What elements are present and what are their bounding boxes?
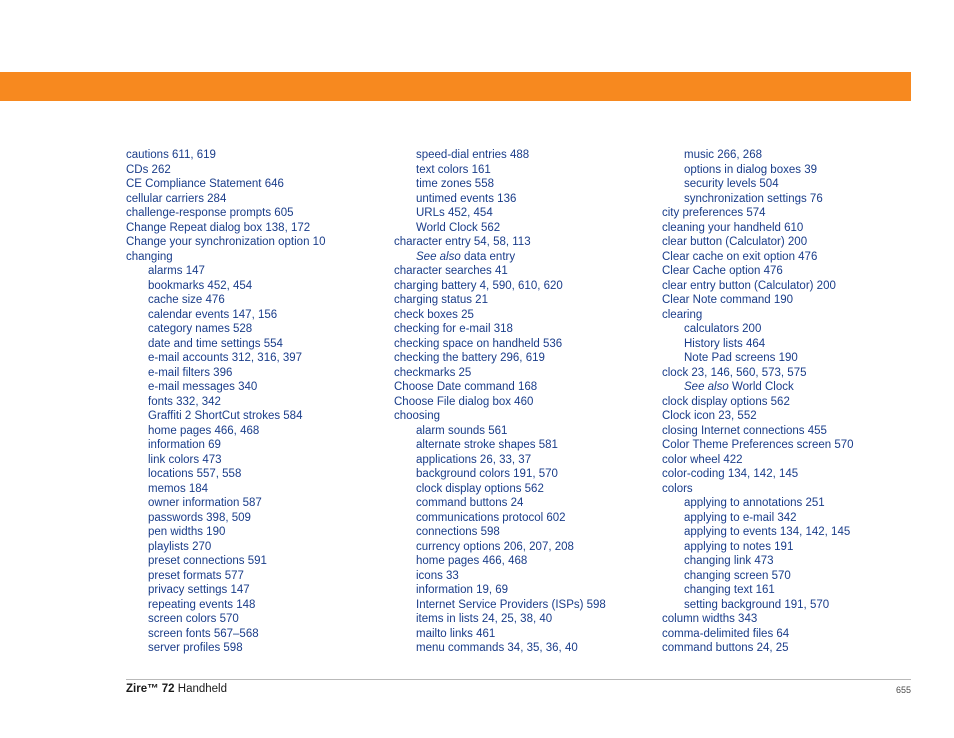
index-entry[interactable]: cleaning your handheld 610 (662, 221, 804, 234)
index-subentry[interactable]: pen widths 190 (148, 526, 226, 538)
index-subentry[interactable] (662, 380, 922, 395)
index-subentry[interactable]: mailto links 461 (416, 627, 496, 640)
index-entry[interactable]: choosing (394, 410, 441, 422)
index-subentry[interactable]: preset formats 577 (148, 569, 244, 582)
index-subentry[interactable]: applying to events 134, 142, 145 (684, 526, 851, 538)
index-subentry[interactable]: URLs 452, 454 (416, 207, 493, 219)
index-entry[interactable]: checkmarks 25 (394, 366, 472, 379)
index-subentry[interactable]: History lists 464 (684, 337, 766, 350)
index-entry[interactable]: check boxes 25 (394, 308, 474, 321)
see-also-target: World Clock (728, 381, 794, 393)
index-subentry[interactable]: server profiles 598 (148, 642, 243, 654)
index-entry[interactable]: cautions 611, 619 (126, 149, 216, 161)
index-subentry[interactable]: time zones 558 (416, 178, 494, 190)
index-subentry[interactable]: information 69 (148, 439, 221, 451)
page-number: 655 (895, 685, 911, 695)
index-entry[interactable]: Color Theme Preferences screen 570 (662, 439, 854, 451)
index-subentry[interactable] (394, 250, 654, 265)
index-entry[interactable]: color-coding 134, 142, 145 (662, 468, 799, 480)
index-subentry[interactable]: icons 33 (416, 569, 459, 582)
index-entry[interactable]: character entry 54, 58, 113 (394, 236, 531, 248)
index-entry[interactable]: checking the battery 296, 619 (394, 352, 545, 364)
index-entry[interactable]: changing (126, 250, 173, 263)
index-entry[interactable]: character searches 41 (394, 265, 508, 277)
index-subentry[interactable]: bookmarks 452, 454 (148, 279, 253, 292)
index-subentry[interactable]: Internet Service Providers (ISPs) 598 (416, 598, 606, 611)
index-subentry[interactable]: repeating events 148 (148, 598, 256, 611)
index-subentry[interactable]: owner information 587 (148, 497, 262, 509)
index-subentry[interactable]: information 19, 69 (416, 584, 509, 596)
index-subentry[interactable]: connections 598 (416, 526, 500, 538)
index-subentry[interactable]: background colors 191, 570 (416, 468, 558, 480)
see-also-target: data entry (460, 250, 516, 263)
index-subentry[interactable]: applying to annotations 251 (684, 497, 825, 509)
index-subentry[interactable]: currency options 206, 207, 208 (416, 540, 574, 553)
index-subentry[interactable]: alarm sounds 561 (416, 424, 508, 437)
index-column-2 (394, 148, 654, 656)
index-subentry[interactable]: screen fonts 567–568 (148, 627, 259, 640)
index-entry[interactable]: CE Compliance Statement 646 (126, 178, 284, 190)
index-entry[interactable]: charging status 21 (394, 294, 488, 306)
index-subentry[interactable]: calculators 200 (684, 323, 762, 335)
index-subentry[interactable]: items in lists 24, 25, 38, 40 (416, 613, 553, 625)
index-subentry[interactable]: command buttons 24 (416, 497, 524, 509)
index-subentry[interactable]: e-mail messages 340 (148, 381, 258, 393)
index-subentry[interactable]: link colors 473 (148, 453, 222, 466)
index-entry[interactable]: city preferences 574 (662, 207, 766, 219)
index-subentry[interactable]: alarms 147 (148, 265, 205, 277)
footer-brand: Zire™ 72 (126, 683, 175, 695)
index-subentry[interactable]: playlists 270 (148, 540, 212, 553)
index-entry[interactable]: comma-delimited files 64 (662, 627, 790, 640)
index-subentry[interactable]: e-mail accounts 312, 316, 397 (148, 352, 303, 364)
index-subentry[interactable]: alternate stroke shapes 581 (416, 439, 558, 451)
index-entry[interactable]: Change your synchronization option 10 (126, 236, 326, 248)
index-subentry[interactable]: text colors 161 (416, 163, 491, 176)
index-column-1 (126, 148, 376, 656)
index-entry[interactable]: Clear cache on exit option 476 (662, 250, 818, 263)
index-entry[interactable]: column widths 343 (662, 613, 758, 625)
see-also-label: See also (684, 381, 729, 393)
index-entry[interactable]: cellular carriers 284 (126, 192, 227, 205)
index-entry[interactable]: checking space on handheld 536 (394, 337, 563, 350)
index-entry[interactable]: charging battery 4, 590, 610, 620 (394, 279, 563, 292)
index-entry[interactable]: CDs 262 (126, 163, 171, 176)
index-subentry[interactable]: music 266, 268 (684, 149, 762, 161)
see-also-label: See also (416, 250, 461, 263)
index-subentry[interactable]: untimed events 136 (416, 192, 517, 205)
index-subentry[interactable]: menu commands 34, 35, 36, 40 (416, 642, 578, 654)
index-entry[interactable]: clearing (662, 308, 703, 321)
index-column-3 (662, 148, 922, 656)
index-subentry[interactable]: applications 26, 33, 37 (416, 453, 532, 466)
index-entry[interactable]: Choose File dialog box 460 (394, 395, 534, 408)
index-subentry[interactable]: fonts 332, 342 (148, 395, 221, 408)
index-entry[interactable]: colors (662, 482, 693, 495)
index-entry[interactable]: checking for e-mail 318 (394, 323, 513, 335)
index-subentry[interactable]: Note Pad screens 190 (684, 352, 798, 364)
index-entry[interactable]: Change Repeat dialog box 138, 172 (126, 221, 311, 234)
index-subentry[interactable]: clock display options 562 (416, 482, 544, 495)
index-entry[interactable]: clock 23, 146, 560, 573, 575 (662, 366, 807, 379)
index-entry[interactable]: clock display options 562 (662, 395, 790, 408)
footer-product: Handheld (174, 683, 228, 695)
index-subentry[interactable]: applying to e-mail 342 (684, 511, 797, 524)
index-subentry[interactable]: calendar events 147, 156 (148, 308, 278, 321)
index-subentry[interactable]: changing screen 570 (684, 569, 791, 582)
index-entry[interactable]: Clear Cache option 476 (662, 265, 783, 277)
index-subentry[interactable]: changing text 161 (684, 584, 775, 596)
index-subentry[interactable]: home pages 466, 468 (148, 424, 260, 437)
index-subentry[interactable]: category names 528 (148, 323, 253, 335)
index-subentry[interactable]: date and time settings 554 (148, 337, 283, 350)
index-subentry[interactable]: cache size 476 (148, 294, 225, 306)
index-entry[interactable]: closing Internet connections 455 (662, 424, 827, 437)
index-subentry[interactable]: preset connections 591 (148, 555, 267, 567)
footer-rule (126, 679, 911, 680)
index-subentry[interactable]: speed-dial entries 488 (416, 149, 530, 161)
header-banner (0, 72, 911, 101)
index-subentry[interactable]: memos 184 (148, 482, 209, 495)
index-subentry[interactable]: synchronization settings 76 (684, 192, 823, 205)
index-subentry[interactable]: World Clock 562 (416, 221, 501, 234)
index-subentry[interactable]: applying to notes 191 (684, 540, 794, 553)
index-subentry[interactable]: security levels 504 (684, 178, 779, 190)
index-entry[interactable]: color wheel 422 (662, 453, 743, 466)
index-subentry[interactable]: e-mail filters 396 (148, 366, 233, 379)
index-entry[interactable]: Clock icon 23, 552 (662, 410, 757, 422)
index-entry[interactable]: Clear Note command 190 (662, 294, 794, 306)
index-subentry[interactable]: communications protocol 602 (416, 511, 566, 524)
index-subentry[interactable]: passwords 398, 509 (148, 511, 251, 524)
index-entry[interactable]: challenge-response prompts 605 (126, 207, 294, 219)
index-subentry[interactable]: setting background 191, 570 (684, 598, 830, 611)
index-entry[interactable]: clear button (Calculator) 200 (662, 236, 808, 248)
index-subentry[interactable]: privacy settings 147 (148, 584, 250, 596)
index-subentry[interactable]: options in dialog boxes 39 (684, 163, 817, 176)
index-subentry[interactable]: screen colors 570 (148, 613, 239, 625)
index-subentry[interactable]: locations 557, 558 (148, 468, 242, 480)
index-entry[interactable]: Choose Date command 168 (394, 381, 538, 393)
index-subentry[interactable]: home pages 466, 468 (416, 555, 528, 567)
footer-title (126, 683, 227, 695)
index-entry[interactable]: clear entry button (Calculator) 200 (662, 279, 836, 292)
index-subentry[interactable]: changing link 473 (684, 555, 774, 567)
index-subentry[interactable]: Graffiti 2 ShortCut strokes 584 (148, 410, 303, 422)
index-entry[interactable]: command buttons 24, 25 (662, 642, 789, 654)
